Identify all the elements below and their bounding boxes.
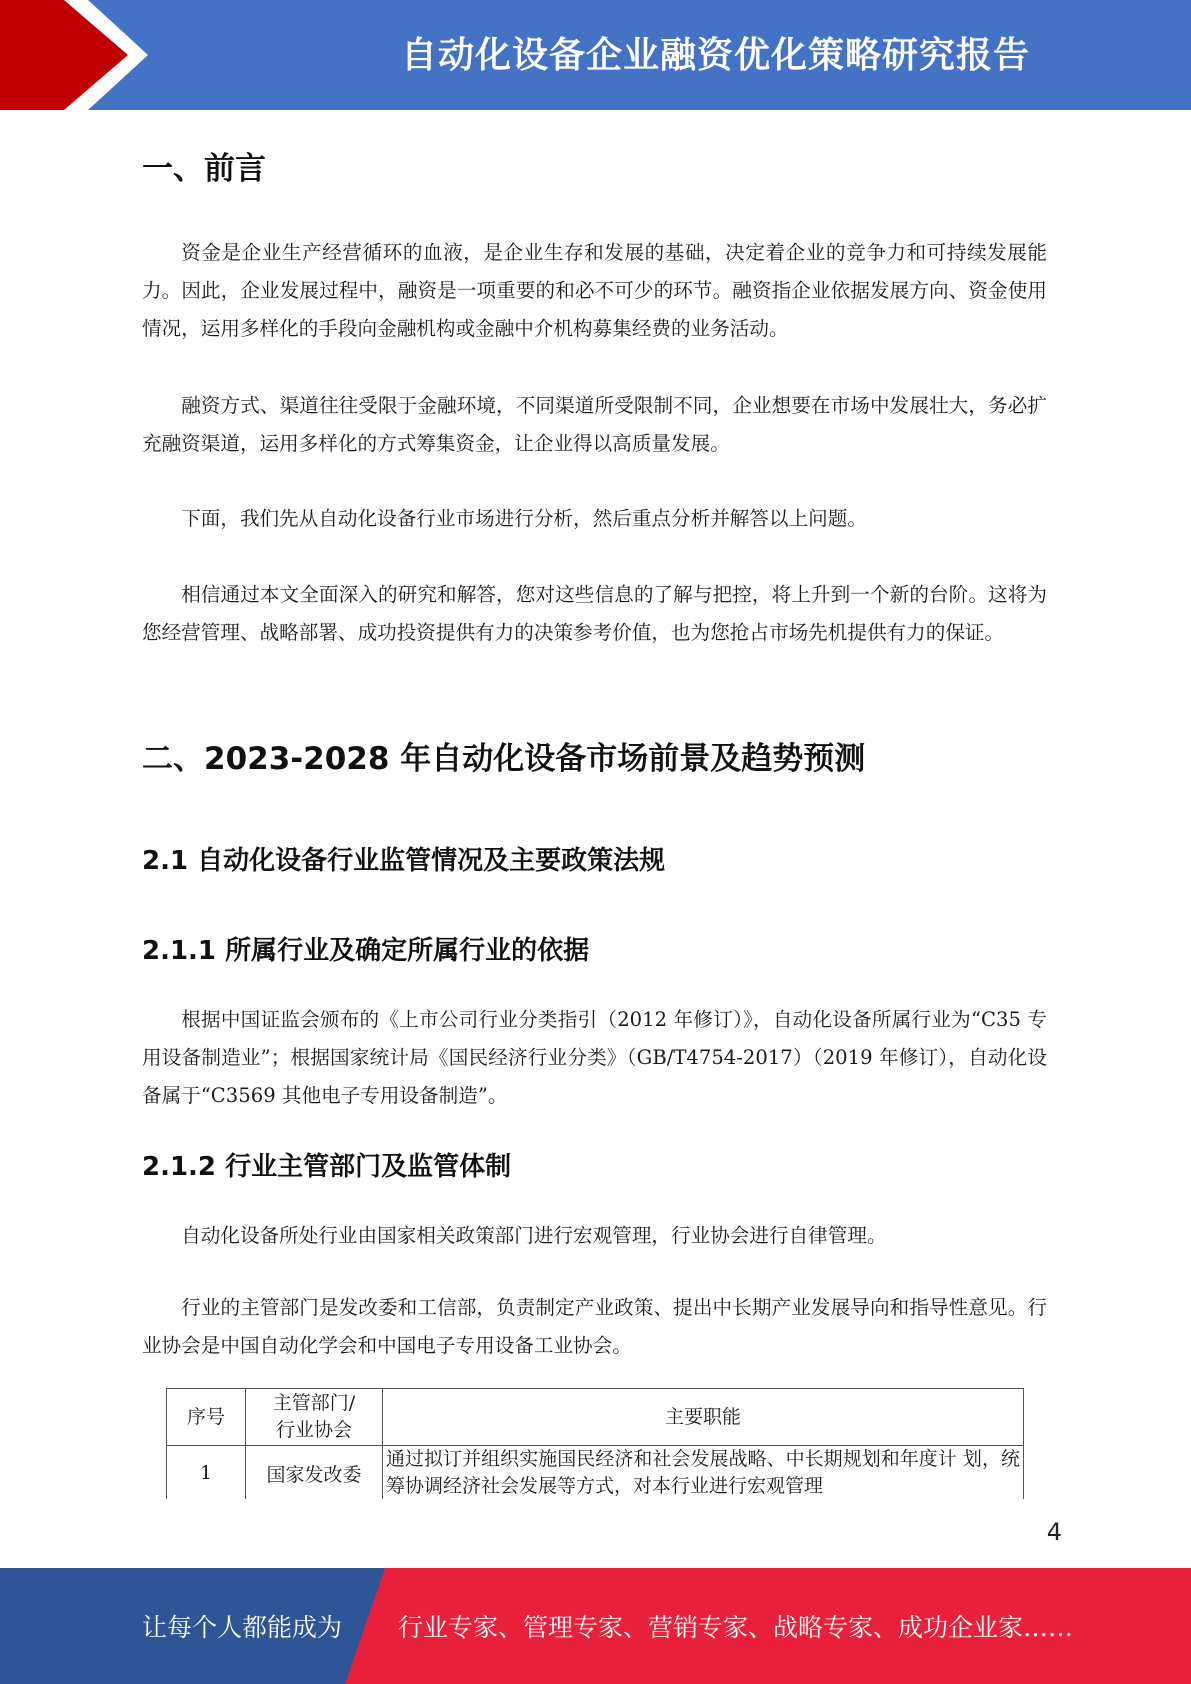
table-clip <box>142 0 1047 1499</box>
subsection-heading: 2.1 自动化设备行业监管情况及主要政策法规 <box>142 846 666 876</box>
paragraph: 下面，我们先从自动化设备行业市场进行分析，然后重点分析并解答以上问题。 <box>181 507 867 530</box>
paragraph: 根据中国证监会颁布的《上市公司行业分类指引（2012 年修订）》，自动化设备所属行业为“C35 专用设备制造业”；根据国家统计局《国民经济行业分类》（GB/T4754-2017）（2019 年修订），自动化设备属于“C3569 其他电子专用设备制造”。 <box>142 1008 1047 1107</box>
chevron-arrow-icon <box>0 0 160 110</box>
subsection-heading: 2.1.1 所属行业及确定所属行业的依据 <box>142 936 590 966</box>
paragraph: 融资方式、渠道往往受限于金融环境，不同渠道所受限制不同，企业想要在市场中发展壮大，务必扩充融资渠道，运用多样化的方式筹集资金，让企业得以高质量发展。 <box>142 394 1047 455</box>
footer-slogan-left: 让每个人都能成为 <box>142 1613 343 1642</box>
paragraph: 资金是企业生产经营循环的血液，是企业生存和发展的基础，决定着企业的竞争力和可持续发展能力。因此，企业发展过程中，融资是一项重要的和必不可少的环节。融资指企业依据发展方向、资金使用情况，运用多样化的手段向金融机构或金融中介机构募集经费的业务活动。 <box>142 241 1047 340</box>
subsection-heading: 2.1.2 行业主管部门及监管体制 <box>142 1152 512 1182</box>
paragraph: 自动化设备所处行业由国家相关政策部门进行宏观管理，行业协会进行自律管理。 <box>181 1224 887 1247</box>
table-cell-number: 1 <box>167 1446 246 1500</box>
column-header-number: 序号 <box>167 1389 246 1446</box>
table-row <box>167 1446 1024 1500</box>
column-header-department: 主管部门/ 行业协会 <box>246 1389 383 1446</box>
paragraph: 行业的主管部门是发改委和工信部，负责制定产业政策、提出中长期产业发展导向和指导性意见。行业协会是中国自动化学会和中国电子专用设备工业协会。 <box>142 1296 1047 1357</box>
table-cell-function: 通过拟订并组织实施国民经济和社会发展战略、中长期规划和年度计 划，统筹协调经济社会发展等方式，对本行业进行宏观管理 <box>383 1446 1024 1500</box>
table-cell-department: 国家发改委 <box>246 1446 383 1500</box>
table-header-row <box>167 1389 1024 1446</box>
section-heading-preface: 一、前言 <box>142 151 266 187</box>
page-number: 4 <box>1046 1518 1062 1546</box>
paragraph: 相信通过本文全面深入的研究和解答，您对这些信息的了解与把控，将上升到一个新的台阶。这将为您经营管理、战略部署、成功投资提供有力的决策参考价值，也为您抢占市场先机提供有力的保证。 <box>142 583 1047 644</box>
section-heading-forecast: 二、2023-2028 年自动化设备市场前景及趋势预测 <box>142 741 866 777</box>
report-title: 自动化设备企业融资优化策略研究报告 <box>400 34 1030 76</box>
footer-slogan-right: 行业专家、管理专家、营销专家、战略专家、成功企业家…… <box>398 1613 1074 1642</box>
footer-banner <box>0 1568 1191 1684</box>
column-header-function: 主要职能 <box>383 1389 1024 1446</box>
regulator-table <box>166 1388 1024 1499</box>
